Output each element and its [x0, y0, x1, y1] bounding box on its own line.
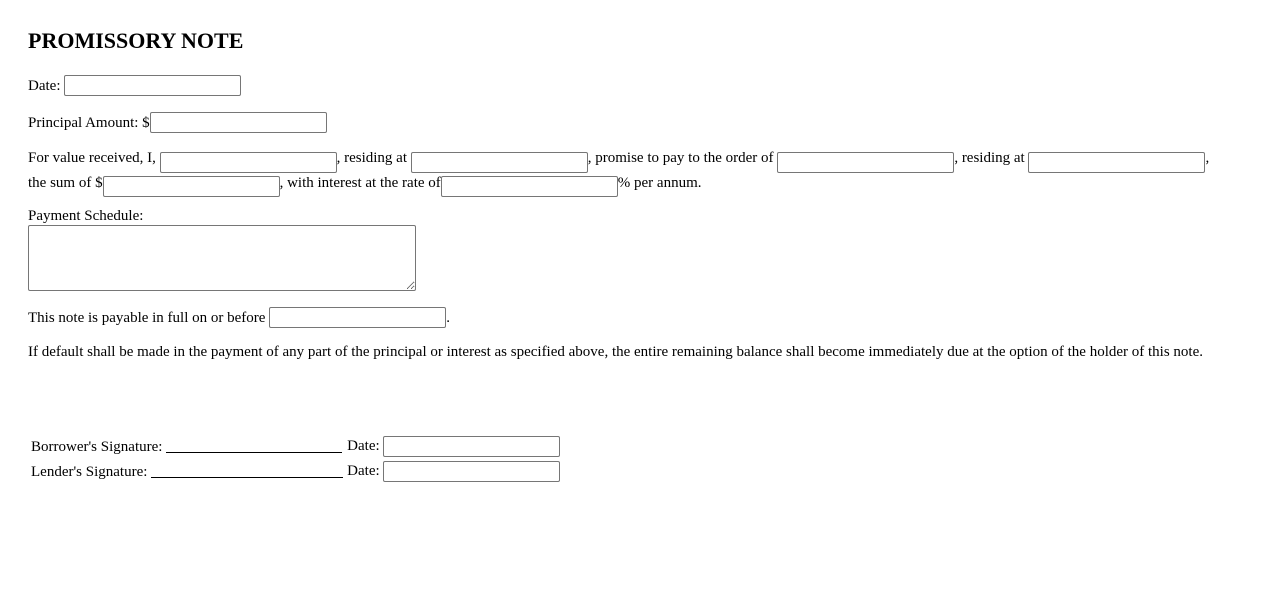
date-row: [28, 75, 241, 96]
lender-signature-cell: [30, 460, 344, 483]
lender-date-cell: [346, 460, 561, 483]
default-clause: If default shall be made in the payment of any part of the principal or interest as specified above, the entire remaining balance shall become immediately due at the option of the holder of this note.: [28, 344, 1204, 360]
interest-rate-input[interactable]: [441, 176, 618, 197]
lender-signature-line: [151, 463, 343, 478]
lender-name-input[interactable]: [777, 152, 954, 173]
terms-text-6: the sum of $: [28, 174, 103, 191]
date-label: Date:: [28, 77, 61, 94]
terms-text-3: , promise to pay to the order of: [587, 150, 774, 166]
lender-date-label: Date:: [347, 462, 380, 479]
lender-address-input[interactable]: [1028, 152, 1205, 173]
borrower-date-label: Date:: [347, 437, 380, 454]
payable-date-input[interactable]: [269, 307, 446, 328]
payment-schedule-label: Payment Schedule:: [28, 208, 144, 224]
borrower-signature-row: [30, 435, 561, 458]
borrower-date-input[interactable]: [383, 436, 560, 457]
terms-paragraph: [28, 148, 1250, 197]
borrower-signature-cell: [30, 435, 344, 458]
borrower-name-input[interactable]: [160, 152, 337, 173]
borrower-signature-line: [166, 438, 342, 453]
page-title: PROMISSORY NOTE: [28, 28, 244, 53]
date-input[interactable]: [64, 75, 241, 96]
payment-schedule-textarea[interactable]: [28, 225, 416, 291]
signature-table: [28, 433, 563, 485]
terms-text-5: ,: [1205, 150, 1210, 166]
borrower-address-input[interactable]: [411, 152, 588, 173]
terms-text-2: , residing at: [336, 150, 408, 166]
terms-text-8: % per annum.: [617, 174, 702, 191]
borrower-date-cell: [346, 435, 561, 458]
terms-text-1: For value received, I,: [28, 150, 156, 166]
lender-signature-label: Lender's Signature:: [31, 463, 148, 480]
terms-text-7: , with interest at the rate of: [279, 174, 441, 191]
terms-text-4: , residing at: [954, 150, 1025, 166]
principal-amount-input[interactable]: [150, 112, 327, 133]
payable-suffix: .: [446, 309, 450, 326]
lender-signature-row: [30, 460, 561, 483]
lender-date-input[interactable]: [383, 461, 560, 482]
sum-input[interactable]: [103, 176, 280, 197]
principal-row: [28, 112, 327, 133]
borrower-signature-label: Borrower's Signature:: [31, 438, 163, 455]
payable-label: This note is payable in full on or before: [28, 309, 266, 326]
payable-row: [28, 307, 450, 328]
principal-amount-label: Principal Amount: $: [28, 114, 150, 131]
